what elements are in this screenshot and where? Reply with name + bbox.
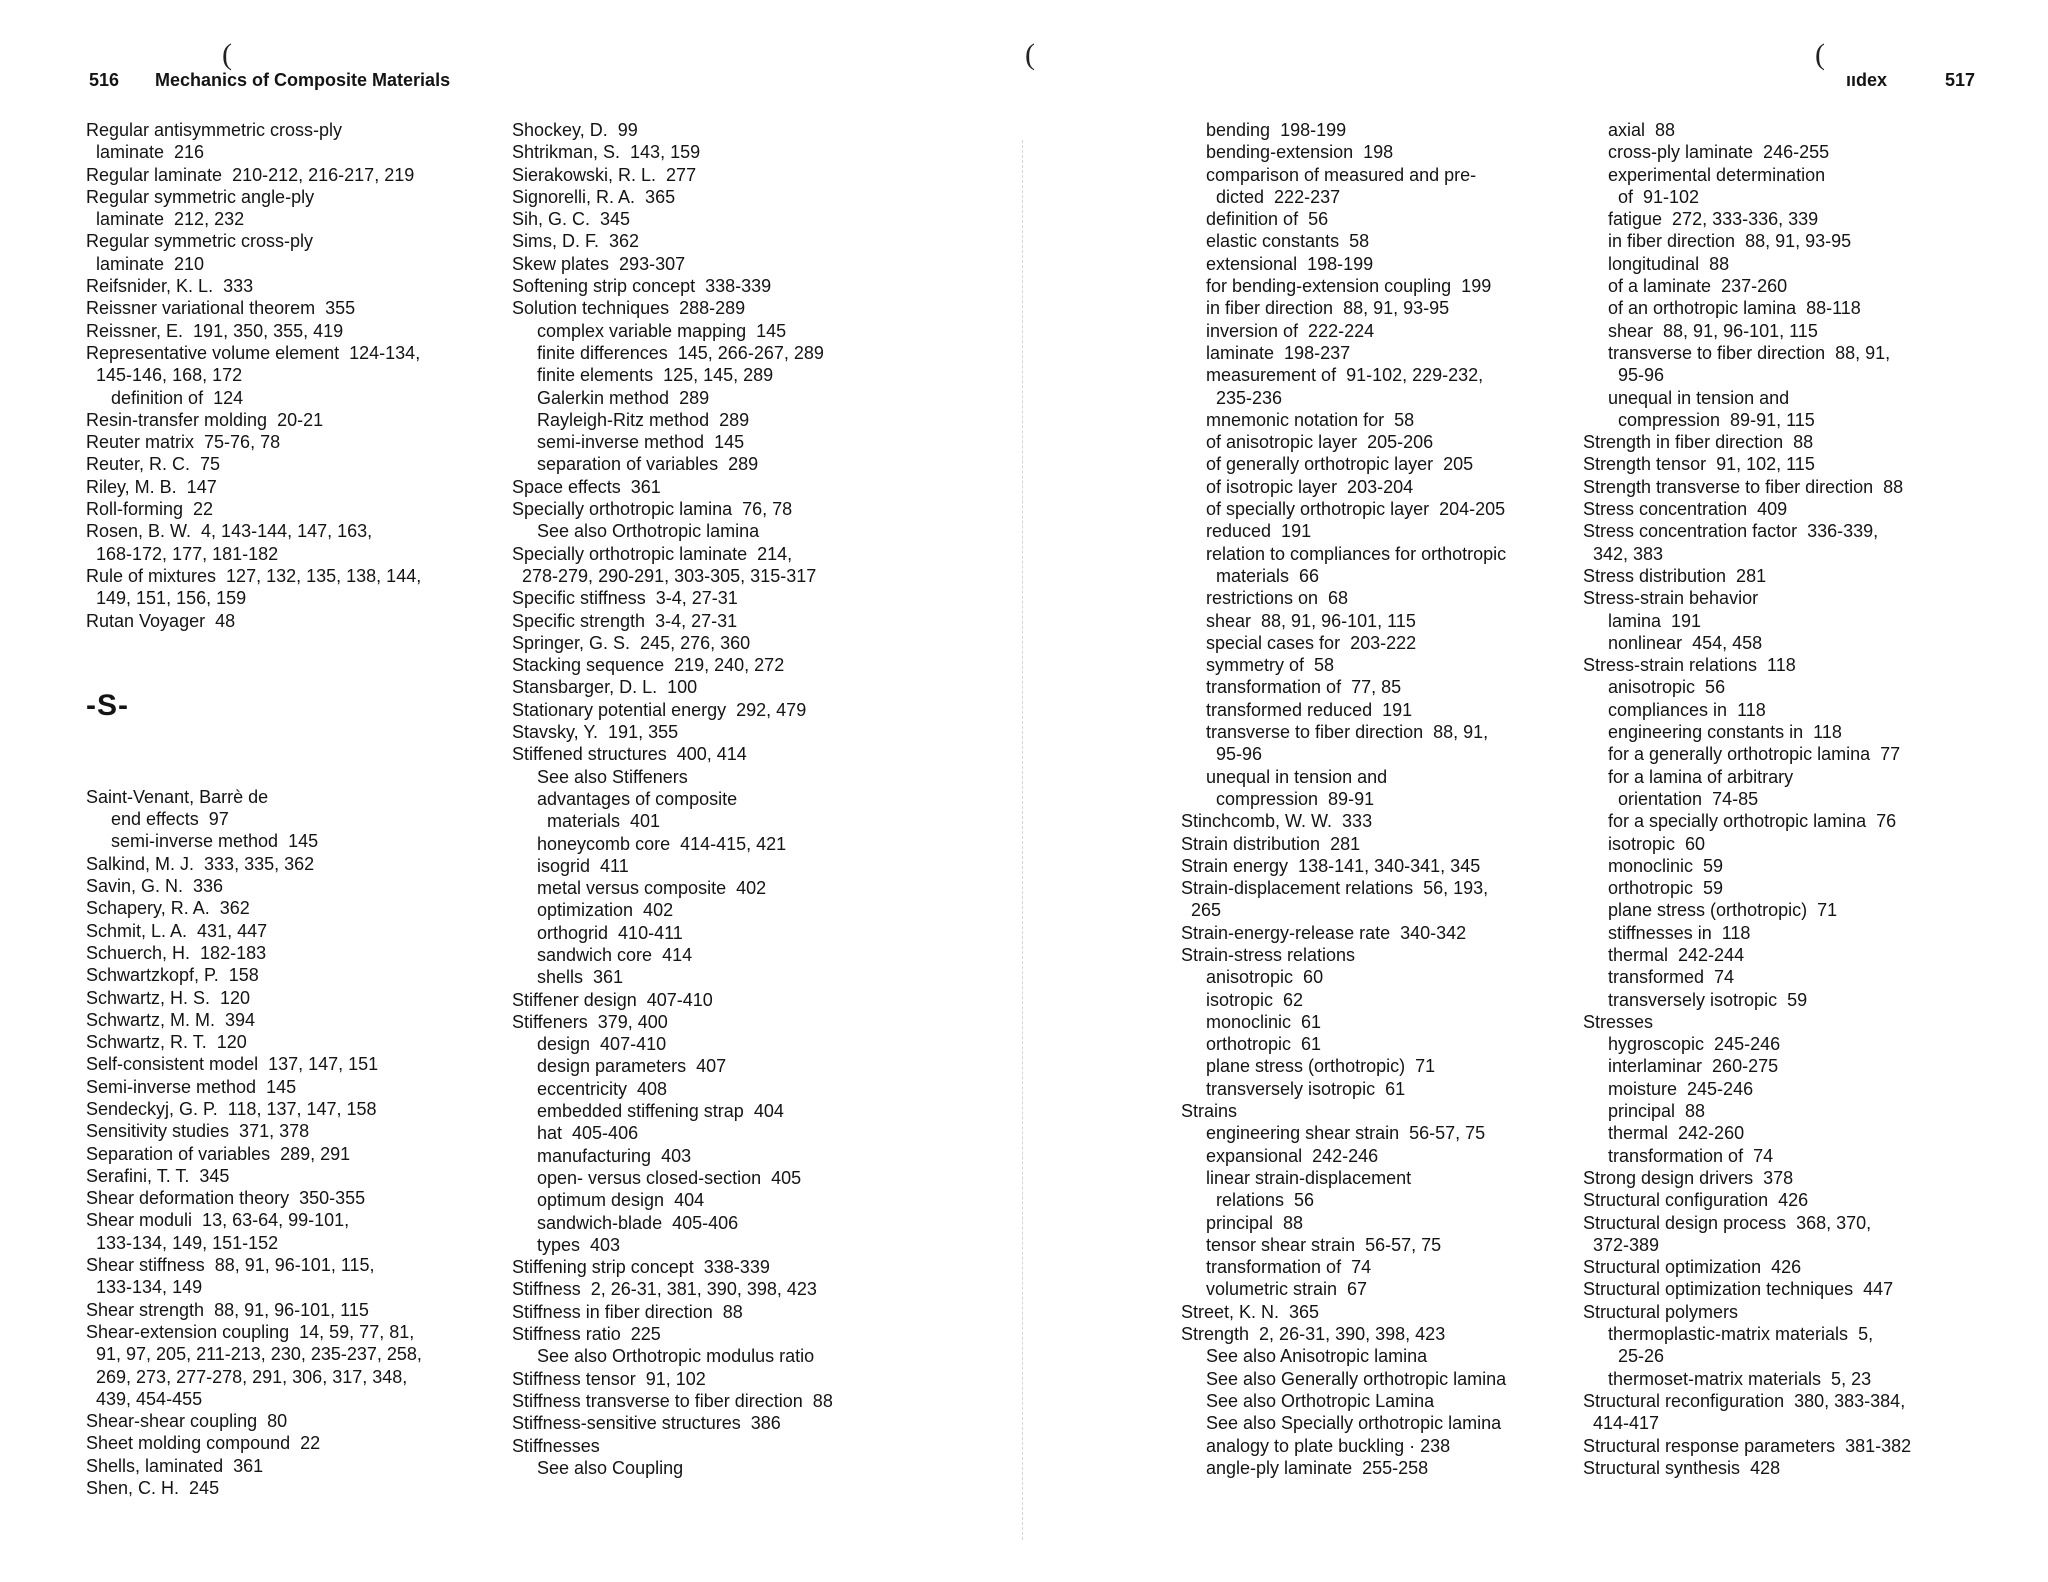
index-entry: transformation of 74 <box>1583 1145 1774 1166</box>
index-entry: expansional 242-246 <box>1181 1145 1379 1166</box>
index-entry: tensor shear strain 56-57, 75 <box>1181 1234 1442 1255</box>
index-entry: Rayleigh-Ritz method 289 <box>512 409 750 430</box>
index-entry: optimization 402 <box>512 900 674 921</box>
index-entry: 95-96 <box>1181 744 1263 765</box>
index-entry: 91, 97, 205, 211-213, 230, 235-237, 258, <box>86 1344 422 1365</box>
index-entry: metal versus composite 402 <box>512 878 767 899</box>
scan-mark: ( <box>1815 38 1825 71</box>
index-entry: Strain-displacement relations 56, 193, <box>1181 878 1489 899</box>
index-entry: Sheet molding compound 22 <box>86 1433 321 1454</box>
index-entry: Shear-shear coupling 80 <box>86 1411 288 1432</box>
index-entry: See also Generally orthotropic lamina <box>1181 1368 1507 1389</box>
index-entry: anisotropic 60 <box>1181 967 1324 988</box>
index-entry: Regular symmetric cross-ply <box>86 231 314 252</box>
index-entry: Stress-strain relations 118 <box>1583 655 1796 676</box>
index-entry: orthotropic 59 <box>1583 878 1724 899</box>
index-entry: Schwartzkopf, P. 158 <box>86 965 259 986</box>
index-entry: 439, 454-455 <box>86 1388 203 1409</box>
index-entry: thermal 242-244 <box>1583 944 1745 965</box>
index-entry: laminate 212, 232 <box>86 209 245 230</box>
index-entry: Structural design process 368, 370, <box>1583 1212 1872 1233</box>
index-entry: definition of 56 <box>1181 209 1329 230</box>
index-entry: Shen, C. H. 245 <box>86 1478 220 1499</box>
index-entry: Stavsky, Y. 191, 355 <box>512 722 679 743</box>
index-entry: Regular antisymmetric cross-ply <box>86 120 343 140</box>
index-entry: Semi-inverse method 145 <box>86 1076 297 1097</box>
index-entry: Rule of mixtures 127, 132, 135, 138, 144, <box>86 565 422 586</box>
index-entry: moisture 245-246 <box>1583 1078 1754 1099</box>
index-entry: for bending-extension coupling 199 <box>1181 276 1492 297</box>
index-entry: Stiffness tensor 91, 102 <box>512 1368 706 1389</box>
index-entry: Savin, G. N. 336 <box>86 876 224 897</box>
index-entry: laminate 216 <box>86 142 205 163</box>
index-entry: Self-consistent model 137, 147, 151 <box>86 1054 379 1075</box>
index-entries-s <box>86 786 422 1500</box>
index-entry: Reuter matrix 75-76, 78 <box>86 432 281 453</box>
index-column-1 <box>86 119 422 1499</box>
index-entry: Stacking sequence 219, 240, 272 <box>512 655 785 676</box>
index-entry: Stiffness in fiber direction 88 <box>512 1301 743 1322</box>
index-entry: Structural response parameters 381-382 <box>1583 1435 1912 1456</box>
index-entry: Strength transverse to fiber direction 88 <box>1583 476 1904 497</box>
index-entry: transformed reduced 191 <box>1181 699 1413 720</box>
index-entry: honeycomb core 414-415, 421 <box>512 833 787 854</box>
index-entries <box>1583 119 1911 1479</box>
index-entry: compression 89-91, 115 <box>1583 409 1815 430</box>
index-entry: Stress distribution 281 <box>1583 565 1767 586</box>
index-entry: shells 361 <box>512 967 624 988</box>
index-entry: Stiffness-sensitive structures 386 <box>512 1413 781 1434</box>
index-entry: of an orthotropic lamina 88-118 <box>1583 298 1861 319</box>
index-entry: Signorelli, R. A. 365 <box>512 186 676 207</box>
index-entry: manufacturing 403 <box>512 1145 692 1166</box>
index-entry: thermoset-matrix materials 5, 23 <box>1583 1368 1872 1389</box>
index-entry: relations 56 <box>1181 1190 1315 1211</box>
index-entry: 95-96 <box>1583 365 1665 386</box>
index-entry: finite elements 125, 145, 289 <box>512 365 774 386</box>
index-entry: Stress-strain behavior <box>1583 588 1759 609</box>
index-entry: in fiber direction 88, 91, 93-95 <box>1181 298 1450 319</box>
index-entry: Stresses <box>1583 1011 1654 1032</box>
index-entry: isogrid 411 <box>512 855 629 876</box>
index-entry: end effects 97 <box>86 809 229 830</box>
index-column-2 <box>512 119 833 1479</box>
index-entry: Strain energy 138-141, 340-341, 345 <box>1181 855 1481 876</box>
index-entry: Shtrikman, S. 143, 159 <box>512 142 701 163</box>
index-entry: Space effects 361 <box>512 476 661 497</box>
index-entry: Sendeckyj, G. P. 118, 137, 147, 158 <box>86 1098 377 1119</box>
index-entry: Shear strength 88, 91, 96-101, 115 <box>86 1299 369 1320</box>
index-entry: Representative volume element 124-134, <box>86 342 421 363</box>
index-entry: lamina 191 <box>1583 610 1702 631</box>
index-entry: Stationary potential energy 292, 479 <box>512 699 807 720</box>
index-entry: nonlinear 454, 458 <box>1583 632 1763 653</box>
index-entry: monoclinic 61 <box>1181 1011 1322 1032</box>
index-entry: interlaminar 260-275 <box>1583 1056 1779 1077</box>
index-entry: Stiffeners 379, 400 <box>512 1011 668 1032</box>
index-entry: Softening strip concept 338-339 <box>512 276 772 297</box>
index-entry: Sensitivity studies 371, 378 <box>86 1121 310 1142</box>
index-entry: plane stress (orthotropic) 71 <box>1583 900 1838 921</box>
index-entry: Galerkin method 289 <box>512 387 710 408</box>
index-entry: transversely isotropic 59 <box>1583 989 1808 1010</box>
index-entry: symmetry of 58 <box>1181 655 1335 676</box>
index-entry: comparison of measured and pre- <box>1181 164 1477 185</box>
index-entry: Serafini, T. T. 345 <box>86 1165 230 1186</box>
index-entry: for a specially orthotropic lamina 76 <box>1583 811 1897 832</box>
index-entry: Stinchcomb, W. W. 333 <box>1181 811 1373 832</box>
running-title: ııdex <box>1846 70 1888 90</box>
index-entry: complex variable mapping 145 <box>512 320 787 341</box>
index-entry: elastic constants 58 <box>1181 231 1370 252</box>
index-entry: fatigue 272, 333-336, 339 <box>1583 209 1819 230</box>
index-entry: 265 <box>1181 900 1222 921</box>
index-entry: Specific strength 3-4, 27-31 <box>512 610 738 631</box>
index-entry: engineering constants in 118 <box>1583 722 1842 743</box>
index-entry: Shockey, D. 99 <box>512 120 638 140</box>
index-entry: Specially orthotropic laminate 214, <box>512 543 793 564</box>
index-entry: cross-ply laminate 246-255 <box>1583 142 1830 163</box>
index-entry: stiffnesses in 118 <box>1583 922 1751 943</box>
index-entry: reduced 191 <box>1181 521 1312 542</box>
index-entry: analogy to plate buckling · 238 <box>1181 1435 1451 1456</box>
index-entry: Rosen, B. W. 4, 143-144, 147, 163, <box>86 521 373 542</box>
index-entry: Saint-Venant, Barrè de <box>86 786 269 807</box>
index-entry: volumetric strain 67 <box>1181 1279 1368 1300</box>
page-number: 516 <box>89 70 120 90</box>
index-entry: Shear deformation theory 350-355 <box>86 1188 366 1209</box>
index-entries-r <box>86 119 422 632</box>
right-page <box>1028 0 2048 1582</box>
index-entry: Structural optimization 426 <box>1583 1257 1802 1278</box>
index-entry: design 407-410 <box>512 1034 667 1055</box>
index-entry: Separation of variables 289, 291 <box>86 1143 351 1164</box>
index-entry: Stiffness ratio 225 <box>512 1324 661 1345</box>
index-entry: See also Orthotropic modulus ratio <box>512 1346 815 1367</box>
index-entry: Reifsnider, K. L. 333 <box>86 276 254 297</box>
index-entry: Resin-transfer molding 20-21 <box>86 409 324 430</box>
index-entry: 414-417 <box>1583 1413 1660 1434</box>
index-entry: Strength in fiber direction 88 <box>1583 432 1814 453</box>
index-entry: in fiber direction 88, 91, 93-95 <box>1583 231 1852 252</box>
index-entry: unequal in tension and <box>1583 387 1790 408</box>
index-entry: semi-inverse method 145 <box>512 432 745 453</box>
index-entry: Schuerch, H. 182-183 <box>86 942 267 963</box>
index-entry: of a laminate 237-260 <box>1583 276 1788 297</box>
index-entry: orthogrid 410-411 <box>512 922 683 943</box>
section-letter: -S- <box>86 688 129 722</box>
index-entry: isotropic 60 <box>1583 833 1706 854</box>
index-entry: thermal 242-260 <box>1583 1123 1745 1144</box>
index-entry: Shells, laminated 361 <box>86 1455 264 1476</box>
index-entry: Specific stiffness 3-4, 27-31 <box>512 588 738 609</box>
index-entry: 133-134, 149 <box>86 1277 203 1298</box>
index-entry: of specially orthotropic layer 204-205 <box>1181 499 1506 520</box>
index-entry: 278-279, 290-291, 303-305, 315-317 <box>512 565 817 586</box>
index-entries <box>512 119 833 1479</box>
index-entry: Schwartz, H. S. 120 <box>86 987 251 1008</box>
index-entry: mnemonic notation for 58 <box>1181 409 1415 430</box>
index-entry: relation to compliances for orthotropic <box>1181 543 1507 564</box>
index-entry: compliances in 118 <box>1583 699 1766 720</box>
index-entry: of generally orthotropic layer 205 <box>1181 454 1474 475</box>
index-entry: anisotropic 56 <box>1583 677 1726 698</box>
index-entry: Strains <box>1181 1101 1238 1122</box>
index-entry: 149, 151, 156, 159 <box>86 588 247 609</box>
index-entry: See also Coupling <box>512 1457 684 1478</box>
index-entry: 168-172, 177, 181-182 <box>86 543 279 564</box>
index-entry: Reuter, R. C. 75 <box>86 454 221 475</box>
scan-mark: ( <box>1025 38 1035 71</box>
index-entry: shear 88, 91, 96-101, 115 <box>1583 320 1818 341</box>
index-entry: Schwartz, R. T. 120 <box>86 1032 247 1053</box>
index-entry: embedded stiffening strap 404 <box>512 1101 784 1122</box>
index-entry: Springer, G. S. 245, 276, 360 <box>512 632 751 653</box>
index-entry: Street, K. N. 365 <box>1181 1301 1320 1322</box>
page-number: 517 <box>1945 70 1976 90</box>
page-gutter <box>1022 140 1023 1540</box>
index-entry: Riley, M. B. 147 <box>86 476 217 497</box>
index-entry: See also Orthotropic lamina <box>512 521 760 542</box>
index-entry: Strength 2, 26-31, 390, 398, 423 <box>1181 1324 1446 1345</box>
scan-mark: ( <box>222 38 232 71</box>
index-entry: separation of variables 289 <box>512 454 759 475</box>
index-entry: of isotropic layer 203-204 <box>1181 476 1414 497</box>
index-entry: Schapery, R. A. 362 <box>86 898 250 919</box>
index-entry: thermoplastic-matrix materials 5, <box>1583 1324 1874 1345</box>
index-entry: design parameters 407 <box>512 1056 727 1077</box>
index-entry: extensional 198-199 <box>1181 253 1374 274</box>
running-title: Mechanics of Composite Materials <box>155 70 451 90</box>
index-entry: Reissner variational theorem 355 <box>86 298 356 319</box>
index-entry: See also Specially orthotropic lamina <box>1181 1413 1502 1434</box>
index-entry: laminate 198-237 <box>1181 342 1351 363</box>
index-entry: orientation 74-85 <box>1583 788 1759 809</box>
index-entry: dicted 222-237 <box>1181 186 1341 207</box>
index-entry: See also Stiffeners <box>512 766 688 787</box>
index-entry: laminate 210 <box>86 253 205 274</box>
index-entry: finite differences 145, 266-267, 289 <box>512 342 824 363</box>
index-entry: Structural reconfiguration 380, 383-384, <box>1583 1390 1906 1411</box>
index-entry: Shear-extension coupling 14, 59, 77, 81, <box>86 1321 415 1342</box>
index-entry: Structural polymers <box>1583 1301 1739 1322</box>
index-entry: 145-146, 168, 172 <box>86 365 243 386</box>
index-entry: monoclinic 59 <box>1583 855 1724 876</box>
index-entry: Schmit, L. A. 431, 447 <box>86 920 268 941</box>
index-entry: Stiffened structures 400, 414 <box>512 744 747 765</box>
index-entry: Regular symmetric angle-ply <box>86 186 315 207</box>
index-entry: 235-236 <box>1181 387 1283 408</box>
index-entry: Stiffness 2, 26-31, 381, 390, 398, 423 <box>512 1279 817 1300</box>
index-entry: Sih, G. C. 345 <box>512 209 631 230</box>
index-entry: bending 198-199 <box>1181 120 1347 140</box>
index-entry: transversely isotropic 61 <box>1181 1078 1406 1099</box>
index-entry: of 91-102 <box>1583 186 1700 207</box>
index-entry: inversion of 222-224 <box>1181 320 1375 341</box>
index-entry: orthotropic 61 <box>1181 1034 1322 1055</box>
index-entry: open- versus closed-section 405 <box>512 1167 802 1188</box>
index-entry: Stiffening strip concept 338-339 <box>512 1257 770 1278</box>
index-entry: engineering shear strain 56-57, 75 <box>1181 1123 1486 1144</box>
index-entry: 372-389 <box>1583 1234 1660 1255</box>
index-entry: transverse to fiber direction 88, 91, <box>1181 722 1489 743</box>
index-entry: of anisotropic layer 205-206 <box>1181 432 1434 453</box>
index-entry: Shear stiffness 88, 91, 96-101, 115, <box>86 1255 375 1276</box>
index-entry: Strength tensor 91, 102, 115 <box>1583 454 1815 475</box>
index-entry: Salkind, M. J. 333, 335, 362 <box>86 853 315 874</box>
index-entry: principal 88 <box>1583 1101 1706 1122</box>
index-entry: Structural optimization techniques 447 <box>1583 1279 1894 1300</box>
index-entry: Stress concentration 409 <box>1583 499 1788 520</box>
index-entry: Solution techniques 288-289 <box>512 298 746 319</box>
index-entry: 269, 273, 277-278, 291, 306, 317, 348, <box>86 1366 408 1387</box>
index-entry: 342, 383 <box>1583 543 1664 564</box>
index-entry: Roll-forming 22 <box>86 499 214 520</box>
index-column-3 <box>1181 119 1506 1479</box>
index-entry: See also Anisotropic lamina <box>1181 1346 1428 1367</box>
index-entry: experimental determination <box>1583 164 1826 185</box>
index-entry: for a lamina of arbitrary <box>1583 766 1794 787</box>
index-entry: Strain distribution 281 <box>1181 833 1361 854</box>
index-entry: semi-inverse method 145 <box>86 831 319 852</box>
index-entry: See also Orthotropic Lamina <box>1181 1390 1435 1411</box>
index-entry: materials 401 <box>512 811 661 832</box>
index-entry: Stiffness transverse to fiber direction 88 <box>512 1390 833 1411</box>
index-entry: transverse to fiber direction 88, 91, <box>1583 342 1891 363</box>
index-entry: restrictions on 68 <box>1181 588 1349 609</box>
index-entry: transformation of 74 <box>1181 1257 1372 1278</box>
index-entry: Stress concentration factor 336-339, <box>1583 521 1879 542</box>
index-entry: optimum design 404 <box>512 1190 705 1211</box>
index-entry: angle-ply laminate 255-258 <box>1181 1457 1429 1478</box>
index-entry: 25-26 <box>1583 1346 1665 1367</box>
index-entry: definition of 124 <box>86 387 244 408</box>
index-entry: Strain-stress relations <box>1181 944 1356 965</box>
index-entry: Sims, D. F. 362 <box>512 231 640 252</box>
index-entry: isotropic 62 <box>1181 989 1304 1010</box>
index-entry: types 403 <box>512 1234 621 1255</box>
index-entry: for a generally orthotropic lamina 77 <box>1583 744 1901 765</box>
index-entry: Structural configuration 426 <box>1583 1190 1809 1211</box>
index-entry: materials 66 <box>1181 565 1320 586</box>
index-entries <box>1181 119 1506 1479</box>
index-entry: sandwich core 414 <box>512 944 693 965</box>
index-entry: Stiffnesses <box>512 1435 600 1456</box>
index-entry: Regular laminate 210-212, 216-217, 219 <box>86 164 415 185</box>
index-entry: principal 88 <box>1181 1212 1304 1233</box>
index-entry: Structural synthesis 428 <box>1583 1457 1781 1478</box>
index-entry: special cases for 203-222 <box>1181 632 1417 653</box>
index-entry: linear strain-displacement <box>1181 1167 1412 1188</box>
index-entry: Shear moduli 13, 63-64, 99-101, <box>86 1210 350 1231</box>
index-entry: Stiffener design 407-410 <box>512 989 713 1010</box>
index-entry: axial 88 <box>1583 120 1676 140</box>
index-entry: longitudinal 88 <box>1583 253 1730 274</box>
index-entry: Strong design drivers 378 <box>1583 1167 1794 1188</box>
index-entry: Sierakowski, R. L. 277 <box>512 164 697 185</box>
index-entry: Specially orthotropic lamina 76, 78 <box>512 499 793 520</box>
index-entry: shear 88, 91, 96-101, 115 <box>1181 610 1416 631</box>
index-entry: hygroscopic 245-246 <box>1583 1034 1781 1055</box>
index-entry: eccentricity 408 <box>512 1078 668 1099</box>
index-entry: unequal in tension and <box>1181 766 1388 787</box>
index-entry: sandwich-blade 405-406 <box>512 1212 739 1233</box>
index-entry: transformed 74 <box>1583 967 1735 988</box>
index-entry: 133-134, 149, 151-152 <box>86 1232 279 1253</box>
index-entry: hat 405-406 <box>512 1123 639 1144</box>
index-entry: bending-extension 198 <box>1181 142 1394 163</box>
index-entry: compression 89-91 <box>1181 788 1375 809</box>
index-entry: advantages of composite <box>512 788 738 809</box>
index-entry: Strain-energy-release rate 340-342 <box>1181 922 1467 943</box>
index-entry: Schwartz, M. M. 394 <box>86 1009 256 1030</box>
index-entry: Skew plates 293-307 <box>512 253 686 274</box>
index-entry: Rutan Voyager 48 <box>86 610 236 631</box>
index-entry: transformation of 77, 85 <box>1181 677 1402 698</box>
index-column-4 <box>1583 119 1911 1479</box>
index-entry: Stansbarger, D. L. 100 <box>512 677 698 698</box>
index-entry: plane stress (orthotropic) 71 <box>1181 1056 1436 1077</box>
index-entry: measurement of 91-102, 229-232, <box>1181 365 1484 386</box>
index-entry: Reissner, E. 191, 350, 355, 419 <box>86 320 344 341</box>
